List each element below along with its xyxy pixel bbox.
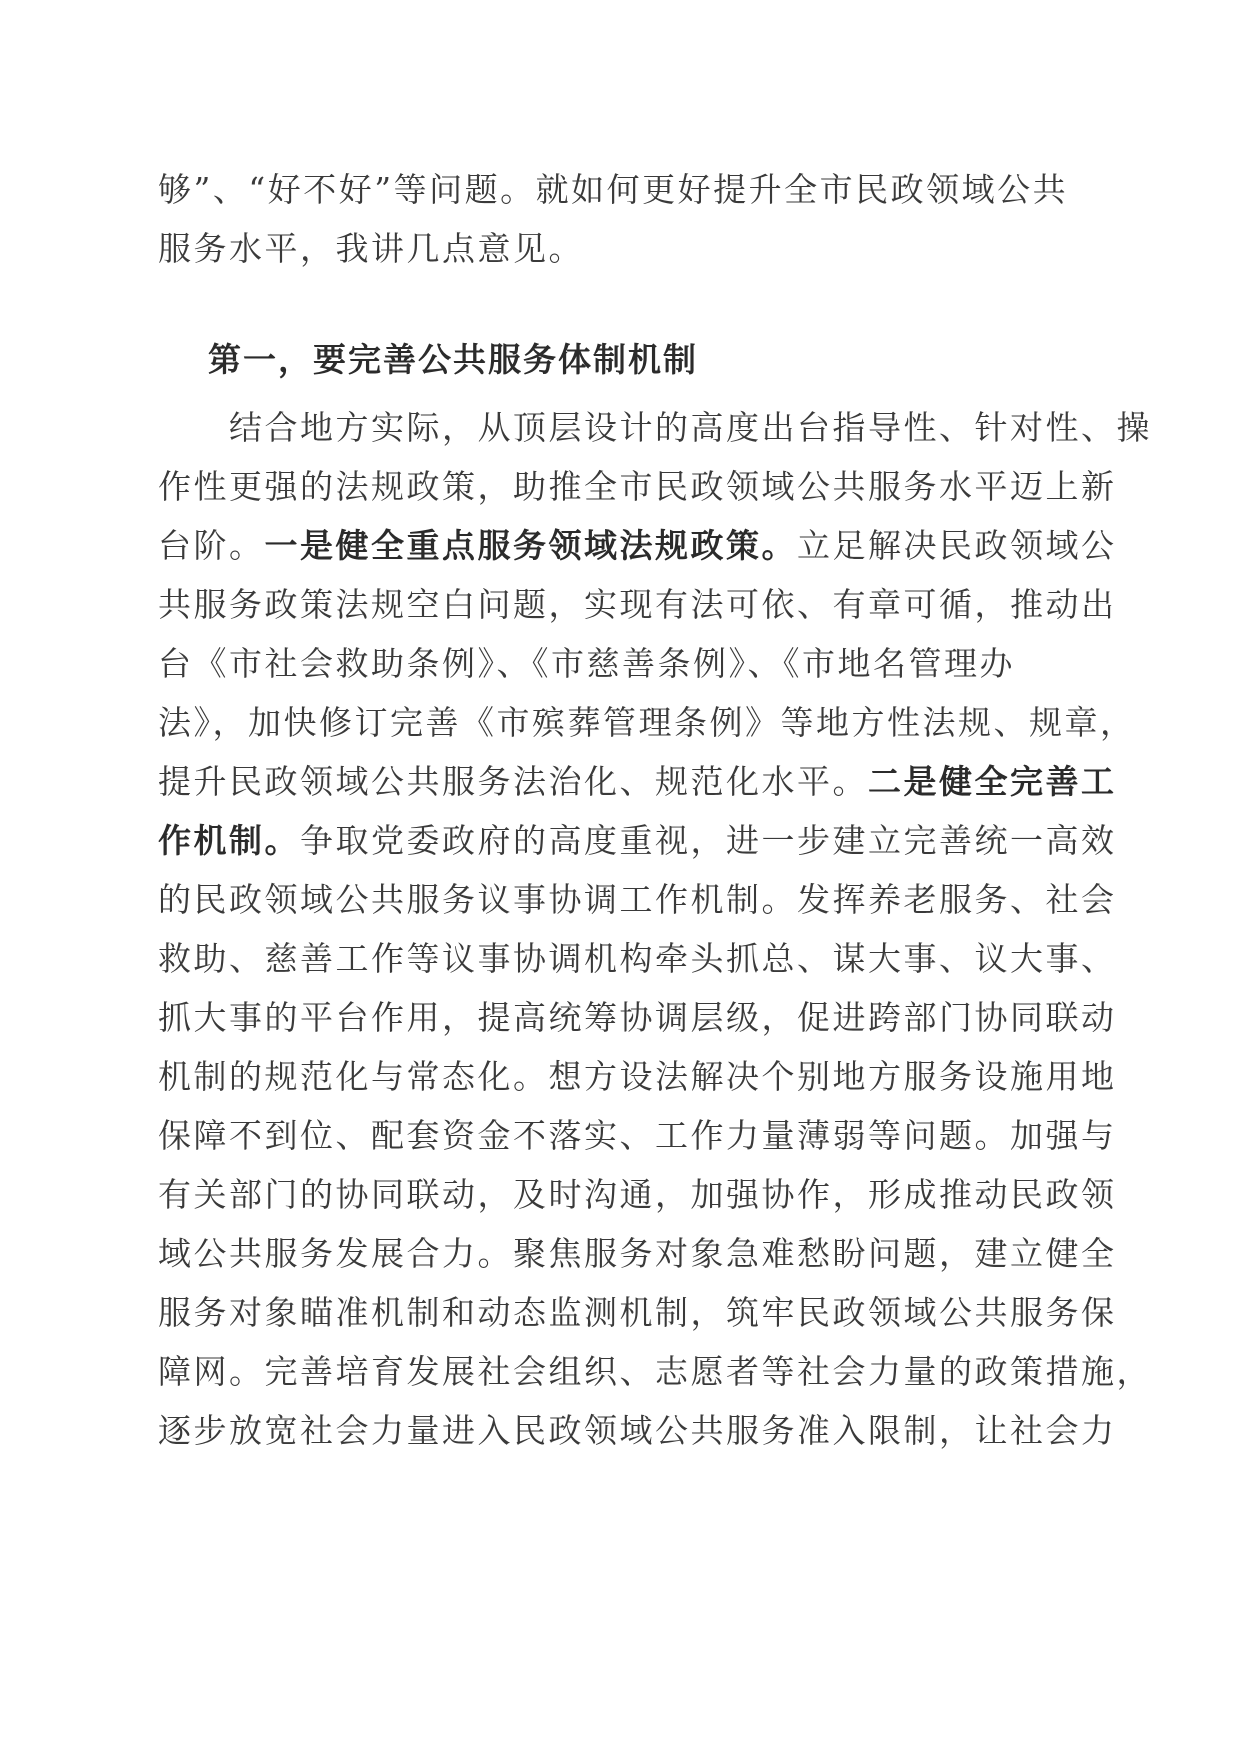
bold-key-point: 一是健全重点服务领域法规政策。	[264, 526, 797, 565]
body-line	[158, 1116, 1117, 1156]
body-line	[158, 880, 1117, 920]
body-text: 服务对象瞄准机制和动态监测机制，筑牢民政领域公共服务保	[158, 1293, 1117, 1332]
body-line	[158, 644, 1015, 684]
body-line	[158, 526, 1117, 566]
body-text: 保障不到位、配套资金不落实、工作力量薄弱等问题。加强与	[158, 1116, 1117, 1155]
body-line	[158, 1057, 1117, 1097]
body-line	[158, 1352, 1152, 1392]
body-text: 立足解决民政领域公	[797, 526, 1117, 565]
body-text: 提升民政领域公共服务法治化、规范化水平。	[158, 762, 868, 801]
body-text: 机制的规范化与常态化。想方设法解决个别地方服务设施用地	[158, 1057, 1117, 1096]
body-text: 有关部门的协同联动，及时沟通，加强协作，形成推动民政领	[158, 1175, 1117, 1214]
body-text: 共服务政策法规空白问题，实现有法可依、有章可循，推动出	[158, 585, 1117, 624]
body-line	[158, 585, 1117, 625]
intro-line: 够”、“好不好”等问题。就如何更好提升全市民政领域公共	[158, 170, 1069, 209]
body-text: 台阶。	[158, 526, 265, 565]
body-text: 域公共服务发展合力。聚焦服务对象急难愁盼问题，建立健全	[158, 1234, 1117, 1273]
body-line	[158, 1234, 1117, 1274]
body-text: 台《市社会救助条例》、《市慈善条例》、《市地名管理办	[158, 644, 1015, 683]
body-line	[158, 1293, 1117, 1333]
body-text: 的民政领域公共服务议事协调工作机制。发挥养老服务、社会	[158, 880, 1117, 919]
body-line	[158, 1411, 1117, 1451]
body-text: 争取党委政府的高度重视，进一步建立完善统一高效	[300, 821, 1117, 860]
body-text: 作性更强的法规政策，助推全市民政领域公共服务水平迈上新	[158, 467, 1117, 506]
body-line	[158, 821, 1117, 861]
bold-key-point: 作机制。	[158, 821, 300, 860]
body-line	[158, 939, 1117, 979]
body-line	[158, 1175, 1117, 1215]
intro-line: 服务水平，我讲几点意见。	[158, 229, 584, 268]
body-text: 障网。完善培育发展社会组织、志愿者等社会力量的政策措施，	[158, 1352, 1152, 1391]
body-text: 抓大事的平台作用，提高统筹协调层级，促进跨部门协同联动	[158, 998, 1117, 1037]
bold-key-point: 二是健全完善工	[868, 762, 1117, 801]
body-text: 逐步放宽社会力量进入民政领域公共服务准入限制，让社会力	[158, 1411, 1117, 1450]
body-line	[158, 408, 1152, 448]
body-text: 救助、慈善工作等议事协调机构牵头抓总、谋大事、议大事、	[158, 939, 1117, 978]
body-line	[158, 998, 1117, 1038]
body-line	[158, 467, 1117, 507]
body-text: 法》，加快修订完善《市殡葬管理条例》等地方性法规、规章，	[158, 703, 1136, 742]
body-line	[158, 703, 1136, 743]
body-line	[158, 762, 1117, 802]
section-heading: 第一，要完善公共服务体制机制	[208, 340, 698, 379]
body-text: 结合地方实际，从顶层设计的高度出台指导性、针对性、操	[158, 408, 1152, 447]
